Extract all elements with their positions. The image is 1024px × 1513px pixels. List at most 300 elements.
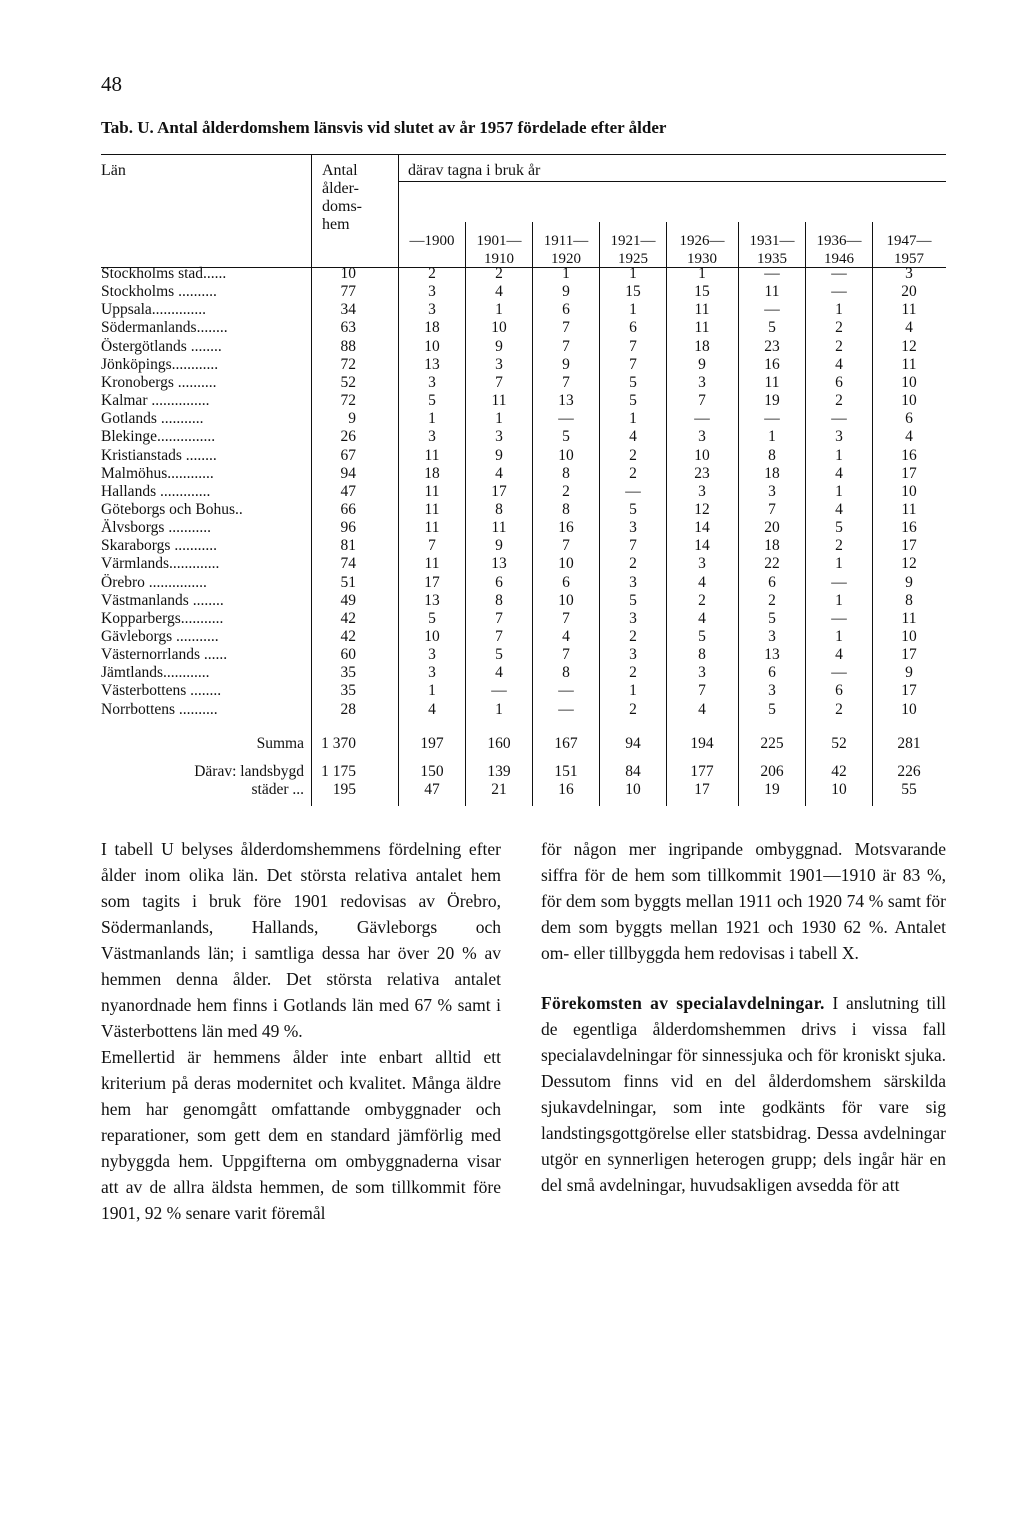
period-header-line: 1931—	[749, 233, 795, 249]
column-header-lan: Län	[101, 162, 126, 179]
column-header-antal	[322, 162, 362, 234]
value-cell: 6	[629, 319, 637, 337]
value-cell: 9	[495, 446, 503, 464]
section-heading: Förekomsten av specialavdelningar.	[541, 993, 825, 1013]
period-header-line: 1947—	[886, 233, 932, 249]
value-cell: 7	[495, 628, 503, 645]
antal-cell: 63	[340, 319, 356, 337]
period-header-line: 1946	[824, 251, 854, 267]
row-label: Stockholms stad......	[101, 265, 227, 282]
table-row	[101, 592, 946, 612]
table-row	[101, 537, 946, 557]
value-cell: 1	[629, 301, 637, 319]
value-cell: 9	[495, 337, 503, 355]
value-cell: 84	[625, 763, 641, 780]
value-cell: 3	[495, 355, 503, 373]
value-cell: 7	[562, 373, 570, 391]
value-cell: 6	[905, 410, 913, 428]
period-header	[536, 232, 596, 268]
value-cell: 11	[764, 373, 780, 391]
value-cell: —	[831, 573, 847, 591]
period-header-line: 1920	[551, 251, 581, 267]
value-cell: 11	[491, 392, 507, 410]
antal-cell: 47	[340, 482, 356, 500]
value-cell: 10	[901, 392, 917, 410]
row-label: Västerbottens ........	[101, 682, 222, 700]
value-cell: —	[558, 410, 574, 428]
value-cell: —	[694, 410, 710, 428]
period-header	[402, 232, 462, 250]
value-cell: 1	[698, 265, 706, 282]
value-cell: 94	[625, 735, 641, 752]
value-cell: 8	[562, 464, 570, 482]
value-cell: 4	[905, 319, 913, 337]
value-cell: 7	[428, 537, 436, 555]
antal-cell: 35	[340, 664, 356, 682]
value-cell: 7	[495, 609, 503, 627]
value-cell: 10	[694, 446, 710, 464]
antal-cell: 94	[340, 464, 356, 482]
value-cell: 2	[835, 392, 843, 410]
value-cell: 42	[831, 763, 847, 780]
table-row	[101, 319, 946, 339]
table-row	[101, 265, 946, 285]
period-header-line: 1957	[894, 251, 924, 267]
value-cell: 12	[901, 555, 917, 573]
value-cell: 17	[901, 537, 917, 555]
value-cell: 52	[831, 735, 847, 752]
value-cell: 9	[562, 355, 570, 373]
antal-head-line: hem	[322, 216, 350, 233]
value-cell: —	[558, 700, 574, 718]
value-cell: —	[625, 482, 641, 500]
value-cell: 3	[698, 555, 706, 573]
antal-cell: 52	[340, 373, 356, 391]
value-cell: 10	[901, 373, 917, 391]
antal-cell: 1 370	[321, 735, 356, 752]
value-cell: 6	[768, 573, 776, 591]
value-cell: 4	[698, 609, 706, 627]
period-header	[603, 232, 663, 268]
antal-cell: 51	[340, 573, 356, 591]
row-label: Värmlands.............	[101, 555, 220, 573]
period-header-line: 1935	[757, 251, 787, 267]
column-header-tagna: därav tagna i bruk år	[408, 162, 541, 179]
table-row	[101, 519, 946, 539]
value-cell: —	[764, 301, 780, 319]
value-cell: 177	[690, 763, 714, 780]
antal-cell: 26	[340, 428, 356, 446]
antal-cell: 10	[340, 265, 356, 282]
value-cell: 10	[901, 700, 917, 718]
value-cell: 151	[554, 763, 578, 780]
value-cell: 7	[698, 392, 706, 410]
row-label: Stockholms ..........	[101, 283, 217, 301]
value-cell: 139	[487, 763, 511, 780]
value-cell: 17	[491, 482, 507, 500]
value-cell: 3	[905, 265, 913, 282]
value-cell: 20	[901, 283, 917, 301]
value-cell: 2	[629, 664, 637, 682]
value-cell: 6	[562, 573, 570, 591]
row-label: Skaraborgs ...........	[101, 537, 217, 555]
value-cell: —	[491, 682, 507, 700]
value-cell: 194	[690, 735, 714, 752]
value-cell: —	[764, 410, 780, 428]
value-cell: 14	[694, 537, 710, 555]
value-cell: 2	[428, 265, 436, 282]
row-label: Kristianstads ........	[101, 446, 217, 464]
value-cell: 1	[835, 301, 843, 319]
period-header	[809, 232, 869, 268]
antal-head-line: Antal	[322, 162, 358, 179]
value-cell: 7	[629, 337, 637, 355]
antal-cell: 60	[340, 646, 356, 664]
period-header-line: 1926—	[679, 233, 725, 249]
value-cell: 5	[698, 628, 706, 645]
period-header-line: 1911—	[543, 233, 589, 249]
value-cell: 19	[764, 781, 780, 798]
table-row	[101, 283, 946, 303]
value-cell: 3	[428, 373, 436, 391]
value-cell: 1	[835, 446, 843, 464]
row-label: städer ...	[251, 781, 304, 798]
period-header	[469, 232, 529, 268]
value-cell: 9	[562, 283, 570, 301]
table-row	[101, 301, 946, 321]
value-cell: 4	[562, 628, 570, 645]
row-label: Gävleborgs ...........	[101, 628, 219, 645]
row-label: Jämtlands............	[101, 664, 210, 682]
period-header	[672, 232, 732, 268]
value-cell: 1	[428, 682, 436, 700]
value-cell: 13	[558, 392, 574, 410]
value-cell: 3	[698, 373, 706, 391]
antal-cell: 81	[340, 537, 356, 555]
antal-cell: 74	[340, 555, 356, 573]
value-cell: 10	[625, 781, 641, 798]
value-cell: 16	[901, 446, 917, 464]
value-cell: 2	[835, 537, 843, 555]
value-cell: 18	[694, 337, 710, 355]
value-cell: —	[831, 265, 847, 282]
period-header-rule	[398, 181, 946, 182]
value-cell: 4	[905, 428, 913, 446]
value-cell: 12	[901, 337, 917, 355]
period-header-line: 1910	[484, 251, 514, 267]
value-cell: 3	[768, 628, 776, 645]
value-cell: 4	[835, 500, 843, 518]
value-cell: 4	[835, 355, 843, 373]
value-cell: 5	[562, 428, 570, 446]
right-text-column	[541, 836, 946, 1198]
paragraph: I tabell U belyses ålderdomshemmens fördelning efter ålder inom olika län. Det största relativa antalet hem som tagits i bruk före 1901 redovisas av Örebro, Södermanlands, Hallands, Gävleborgs och Västmanlands län; i samtliga dessa har över 20 % av hemmen denna ålder. Det största relativa antalet nyanordnade hem finns i Gotlands län med 67 % samt i Västerbottens län med 49 %.	[101, 839, 501, 1041]
value-cell: 8	[698, 646, 706, 664]
value-cell: 10	[901, 482, 917, 500]
period-header-line: 1925	[618, 251, 648, 267]
table-row	[101, 610, 946, 630]
value-cell: 3	[629, 573, 637, 591]
value-cell: 23	[694, 464, 710, 482]
value-cell: 10	[901, 628, 917, 645]
value-cell: 8	[562, 500, 570, 518]
value-cell: 1	[495, 700, 503, 718]
value-cell: 3	[768, 482, 776, 500]
antal-cell: 9	[348, 410, 356, 428]
value-cell: —	[831, 283, 847, 301]
row-label: Gotlands ...........	[101, 410, 204, 428]
value-cell: 3	[495, 428, 503, 446]
value-cell: 2	[629, 628, 637, 645]
table-row	[101, 763, 946, 783]
value-cell: 3	[698, 482, 706, 500]
value-cell: 17	[901, 646, 917, 664]
value-cell: 17	[694, 781, 710, 798]
value-cell: 16	[764, 355, 780, 373]
antal-head-line: ålder-	[322, 180, 359, 197]
value-cell: 11	[764, 283, 780, 301]
value-cell: 18	[764, 537, 780, 555]
value-cell: 7	[495, 373, 503, 391]
row-label: Kopparbergs...........	[101, 609, 224, 627]
value-cell: 5	[768, 700, 776, 718]
antal-cell: 42	[340, 609, 356, 627]
row-label: Därav: landsbygd	[194, 763, 304, 780]
value-cell: 8	[495, 500, 503, 518]
value-cell: 9	[698, 355, 706, 373]
value-cell: 11	[901, 609, 917, 627]
value-cell: 2	[629, 446, 637, 464]
value-cell: 1	[629, 265, 637, 282]
paragraph: Emellertid är hemmens ålder inte enbart alltid ett kriterium på deras modernitet och kvalitet. Många äldre hem har genomgått omfattande ombyggnader och reparationer, som gett dem en standard jämförlig med nybyggda hem. Uppgifterna om ombyggnaderna visar att av de allra äldsta hemmen, de som tillkommit före 1901, 92 % senare varit föremål	[101, 1047, 501, 1223]
value-cell: 13	[491, 555, 507, 573]
value-cell: 7	[629, 537, 637, 555]
value-cell: 7	[562, 609, 570, 627]
antal-cell: 66	[340, 500, 356, 518]
value-cell: 2	[835, 319, 843, 337]
paragraph-text: I anslutning till de egentliga ålderdomshemmen drivs i vissa fall specialavdelningar för sinnessjuka och för kroniskt sjuka. Dessutom finns vid en del ålderdomshem särskilda sjukavdelningar, som inte godkänts för vare sig landstingsgottgörelse eller statsbidrag. Dessa avdelningar utgör en synnerligen heterogen grupp; dels ingår här en del små avdelningar, huvudsakligen avsedda för att	[541, 993, 946, 1195]
table-caption: Tab. U. Antal ålderdomshem länsvis vid slutet av år 1957 fördelade efter ålder	[101, 118, 667, 137]
value-cell: 10	[558, 446, 574, 464]
value-cell: 3	[835, 428, 843, 446]
value-cell: 4	[698, 700, 706, 718]
value-cell: 15	[625, 283, 641, 301]
antal-cell: 72	[340, 355, 356, 373]
value-cell: 1	[835, 628, 843, 645]
value-cell: 8	[562, 664, 570, 682]
value-cell: 5	[428, 392, 436, 410]
value-cell: 11	[901, 301, 917, 319]
value-cell: 6	[835, 682, 843, 700]
table-row	[101, 483, 946, 503]
value-cell: 47	[424, 781, 440, 798]
antal-cell: 35	[340, 682, 356, 700]
table-row	[101, 465, 946, 485]
value-cell: 11	[424, 482, 440, 500]
value-cell: 197	[420, 735, 444, 752]
value-cell: 3	[698, 664, 706, 682]
value-cell: 1	[495, 301, 503, 319]
value-cell: 8	[768, 446, 776, 464]
value-cell: 1	[768, 428, 776, 446]
value-cell: 7	[562, 337, 570, 355]
row-label: Jönköpings............	[101, 355, 219, 373]
antal-cell: 195	[332, 781, 356, 798]
table-row	[101, 682, 946, 702]
value-cell: 2	[698, 591, 706, 609]
antal-head-line: doms-	[322, 198, 362, 215]
row-label: Örebro ...............	[101, 573, 207, 591]
value-cell: 6	[768, 664, 776, 682]
value-cell: —	[831, 609, 847, 627]
table-top-rule	[101, 154, 946, 155]
value-cell: 3	[629, 609, 637, 627]
value-cell: 7	[562, 319, 570, 337]
value-cell: 11	[424, 446, 440, 464]
table-row	[101, 447, 946, 467]
value-cell: 4	[698, 573, 706, 591]
value-cell: 1	[629, 682, 637, 700]
value-cell: 10	[424, 628, 440, 645]
value-cell: 16	[558, 781, 574, 798]
row-label: Malmöhus............	[101, 464, 214, 482]
value-cell: 150	[420, 763, 444, 780]
value-cell: 8	[495, 591, 503, 609]
table-row	[101, 781, 946, 801]
value-cell: 16	[558, 519, 574, 537]
value-cell: 3	[428, 301, 436, 319]
period-header-line: 1930	[687, 251, 717, 267]
antal-cell: 1 175	[321, 763, 356, 780]
value-cell: —	[831, 664, 847, 682]
value-cell: 10	[424, 337, 440, 355]
value-cell: 4	[835, 646, 843, 664]
table-row	[101, 428, 946, 448]
antal-cell: 88	[340, 337, 356, 355]
value-cell: 18	[424, 464, 440, 482]
value-cell: —	[558, 682, 574, 700]
table-row	[101, 392, 946, 412]
period-header-line: 1921—	[610, 233, 656, 249]
value-cell: 7	[768, 500, 776, 518]
value-cell: 10	[831, 781, 847, 798]
value-cell: 2	[629, 464, 637, 482]
value-cell: —	[831, 410, 847, 428]
value-cell: 1	[835, 591, 843, 609]
table-row	[101, 628, 946, 648]
antal-cell: 72	[340, 392, 356, 410]
value-cell: 9	[905, 573, 913, 591]
antal-cell: 28	[340, 700, 356, 718]
antal-cell: 96	[340, 519, 356, 537]
value-cell: 281	[897, 735, 921, 752]
value-cell: 5	[768, 319, 776, 337]
value-cell: 2	[495, 265, 503, 282]
value-cell: 4	[428, 700, 436, 718]
value-cell: 14	[694, 519, 710, 537]
table-row	[101, 338, 946, 358]
period-header-line: 1901—	[476, 233, 522, 249]
value-cell: 15	[694, 283, 710, 301]
value-cell: 13	[424, 591, 440, 609]
value-cell: 55	[901, 781, 917, 798]
value-cell: 7	[562, 646, 570, 664]
value-cell: 6	[835, 373, 843, 391]
row-label: Kronobergs ..........	[101, 373, 217, 391]
value-cell: 5	[629, 373, 637, 391]
value-cell: —	[764, 265, 780, 282]
value-cell: 22	[764, 555, 780, 573]
value-cell: 2	[562, 482, 570, 500]
value-cell: 4	[495, 283, 503, 301]
row-label: Blekinge...............	[101, 428, 216, 446]
value-cell: 10	[558, 591, 574, 609]
value-cell: 5	[428, 609, 436, 627]
value-cell: 9	[495, 537, 503, 555]
value-cell: 17	[901, 464, 917, 482]
value-cell: 7	[698, 682, 706, 700]
row-label: Norrbottens ..........	[101, 700, 218, 718]
value-cell: 206	[760, 763, 784, 780]
value-cell: 1	[495, 410, 503, 428]
value-cell: 6	[495, 573, 503, 591]
value-cell: 11	[901, 355, 917, 373]
paragraph	[541, 990, 946, 1198]
value-cell: 1	[629, 410, 637, 428]
period-header-line: —1900	[409, 233, 455, 249]
value-cell: 2	[835, 337, 843, 355]
value-cell: 5	[629, 591, 637, 609]
value-cell: 11	[901, 500, 917, 518]
value-cell: 1	[835, 555, 843, 573]
value-cell: 4	[835, 464, 843, 482]
value-cell: 9	[905, 664, 913, 682]
value-cell: 11	[694, 319, 710, 337]
value-cell: 16	[901, 519, 917, 537]
value-cell: 11	[491, 519, 507, 537]
table-row	[101, 735, 946, 755]
value-cell: 12	[694, 500, 710, 518]
value-cell: 3	[629, 519, 637, 537]
value-cell: 19	[764, 392, 780, 410]
value-cell: 3	[428, 646, 436, 664]
table-row	[101, 501, 946, 521]
value-cell: 2	[835, 700, 843, 718]
period-header	[742, 232, 802, 268]
value-cell: 3	[629, 646, 637, 664]
row-label: Uppsala..............	[101, 301, 207, 319]
value-cell: 20	[764, 519, 780, 537]
table-row	[101, 555, 946, 575]
value-cell: 7	[562, 537, 570, 555]
table-row	[101, 701, 946, 721]
value-cell: 17	[424, 573, 440, 591]
value-cell: 1	[562, 265, 570, 282]
antal-cell: 42	[340, 628, 356, 645]
value-cell: 13	[424, 355, 440, 373]
value-cell: 6	[562, 301, 570, 319]
value-cell: 5	[495, 646, 503, 664]
antal-cell: 67	[340, 446, 356, 464]
value-cell: 226	[897, 763, 921, 780]
value-cell: 11	[694, 301, 710, 319]
value-cell: 3	[428, 428, 436, 446]
antal-cell: 77	[340, 283, 356, 301]
table-row	[101, 410, 946, 430]
table-row	[101, 374, 946, 394]
value-cell: 4	[495, 464, 503, 482]
value-cell: 1	[428, 410, 436, 428]
